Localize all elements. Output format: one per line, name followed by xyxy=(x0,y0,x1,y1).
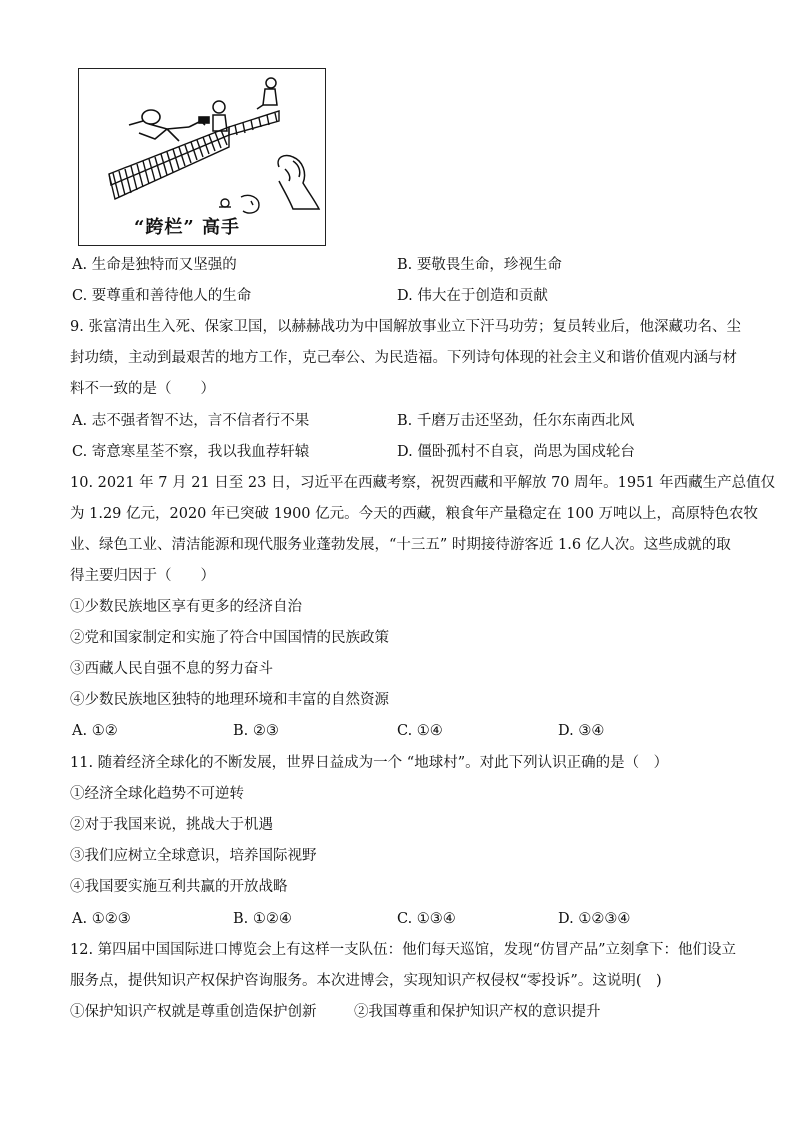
q10-option-c: C. ①④ xyxy=(397,723,443,739)
figure-caption: “跨栏” 高手 xyxy=(134,217,240,238)
q11-item-4: ④我国要实施互利共赢的开放战略 xyxy=(70,879,288,895)
q9-option-c: C. 寄意寒星荃不察，我以我血荐轩辕 xyxy=(72,444,310,460)
q11-stem-line-1: 11. 随着经济全球化的不断发展，世界日益成为一个 “地球村”。对此下列认识正确的是（ ） xyxy=(70,755,669,771)
q10-stem-line-2: 为 1.29 亿元，2020 年已突破 1900 亿元。今天的西藏，粮食年产量稳定在 100 万吨以上，高原特色农牧 xyxy=(70,506,759,522)
q10-option-d: D. ③④ xyxy=(558,723,605,739)
q12-stem-line-2: 服务点，提供知识产权保护咨询服务。本次进博会，实现知识产权侵权“零投诉”。这说明( ) xyxy=(70,973,662,989)
q9-option-a: A. 志不强者智不达，言不信者行不果 xyxy=(72,413,310,429)
q10-item-3: ③西藏人民自强不息的努力奋斗 xyxy=(70,661,273,677)
q8-option-b: B. 要敬畏生命，珍视生命 xyxy=(397,257,562,273)
q10-stem-line-1: 10. 2021 年 7 月 21 日至 23 日，习近平在西藏考察，祝贺西藏和平解放 70 周年。1951 年西藏生产总值仅 xyxy=(70,475,776,491)
q12-stem-line-1: 12. 第四届中国国际进口博览会上有这样一支队伍：他们每天巡馆，发现“仿冒产品”立刻拿下：他们设立 xyxy=(70,942,736,958)
q9-option-b: B. 千磨万击还坚劲，任尔东南西北风 xyxy=(397,413,635,429)
q11-item-1: ①经济全球化趋势不可逆转 xyxy=(70,786,244,802)
q11-option-a: A. ①②③ xyxy=(72,911,131,927)
q10-stem-line-3: 业、绿色工业、清洁能源和现代服务业蓬勃发展，“十三五” 时期接待游客近 1.6 亿人次。这些成就的取 xyxy=(70,537,731,553)
q12-item-2: ②我国尊重和保护知识产权的意识提升 xyxy=(354,1004,601,1020)
q10-option-a: A. ①② xyxy=(72,723,118,739)
hurdle-cartoon-figure xyxy=(78,68,326,246)
q9-stem-line-2: 封功绩，主动到最艰苦的地方工作，克己奉公、为民造福。下列诗句体现的社会主义和谐价值观内涵与材 xyxy=(70,350,737,366)
q10-option-b: B. ②③ xyxy=(233,723,279,739)
q9-stem-line-1: 9. 张富清出生入死、保家卫国，以赫赫战功为中国解放事业立下汗马功劳；复员转业后，他深藏功名、尘 xyxy=(70,319,741,335)
q8-option-d: D. 伟大在于创造和贡献 xyxy=(397,288,548,304)
q10-item-4: ④少数民族地区独特的地理环境和丰富的自然资源 xyxy=(70,692,389,708)
q10-item-1: ①少数民族地区享有更多的经济自治 xyxy=(70,599,302,615)
q11-option-d: D. ①②③④ xyxy=(558,911,631,927)
q10-stem-line-4: 得主要归因于（ ） xyxy=(70,568,215,584)
q11-item-3: ③我们应树立全球意识，培养国际视野 xyxy=(70,848,317,864)
q10-item-2: ②党和国家制定和实施了符合中国国情的民族政策 xyxy=(70,630,389,646)
q11-item-2: ②对于我国来说，挑战大于机遇 xyxy=(70,817,273,833)
q8-option-a: A. 生命是独特而又坚强的 xyxy=(72,257,237,273)
q9-stem-line-3: 料不一致的是（ ） xyxy=(70,381,215,397)
q9-option-d: D. 僵卧孤村不自哀，尚思为国戍轮台 xyxy=(397,444,635,460)
q8-option-c: C. 要尊重和善待他人的生命 xyxy=(72,288,252,304)
q12-item-1: ①保护知识产权就是尊重创造保护创新 xyxy=(70,1004,317,1020)
q11-option-b: B. ①②④ xyxy=(233,911,292,927)
q11-option-c: C. ①③④ xyxy=(397,911,456,927)
